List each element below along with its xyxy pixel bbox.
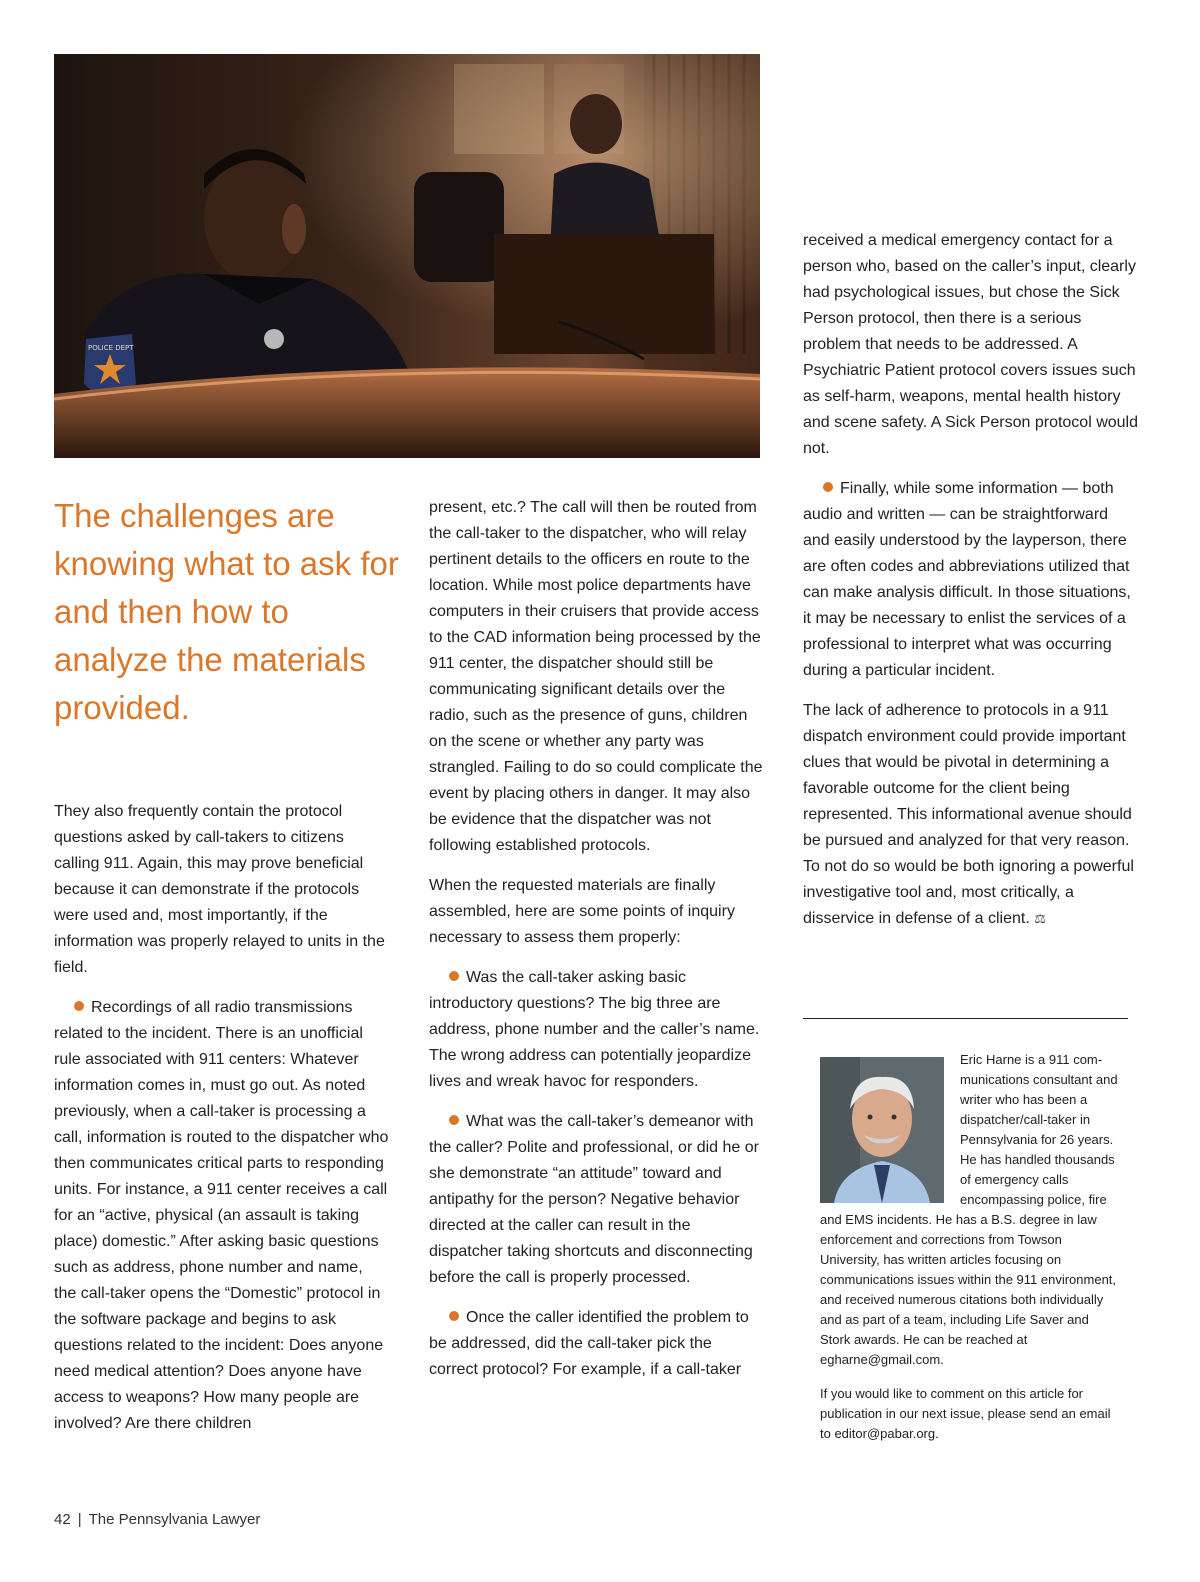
paragraph: The lack of adherence to protocols in a 911 dispatch environment could provide important clues that would be pivotal in determining a favorable outcome for the client being represented. This informational avenue should be pursued and analyzed for that very reason. To not do so would be both ignoring a powerful investigative tool and, most critically, a disservice in defense of a client. ⚖	[803, 702, 1134, 927]
bio-text: Eric Harne is a 911 communications consultant and writer who has been a dispatcher/call-taker in Pennsylvania for 26 years. He has handled thousands of emergency calls encompassing police, fire and EMS incidents. He has a B.S. degree in law enforcement and corrections from Towson University, has written articles focusing on communications issues within the 911 environment, and received numerous citations both individually and as part of a team, including Life Saver and Stork awards. He can be reached at egharne@gmail.com.	[820, 1052, 1118, 1367]
author-portrait	[820, 1057, 944, 1203]
hero-photo	[54, 54, 760, 458]
pull-quote: The challenges are knowing what to ask for and then how to analyze the materials provided.	[54, 497, 399, 726]
bullet-icon	[74, 1001, 84, 1011]
bullet-icon	[449, 1311, 459, 1321]
column-3	[803, 228, 1138, 932]
page-footer	[54, 1510, 260, 1530]
bullet-icon	[449, 1115, 459, 1125]
svg-text:POLICE DEPT: POLICE DEPT	[88, 344, 134, 352]
scales-of-justice-icon: ⚖	[1034, 911, 1046, 926]
bullet-paragraph: Finally, while some information — both audio and written — can be straightforward and easily understood by the layperson, there are often codes and abbreviations utilized that can make analysis difficult. In those situations, it may be necessary to enlist the services of a professional to interpret what was occurring during a particular incident.	[803, 480, 1131, 679]
column-2	[429, 495, 764, 1383]
column-1	[54, 799, 389, 1437]
comment-note: If you would like to comment on this article for publication in our next issue, please send an email to editor@pabar.org.	[820, 1386, 1111, 1441]
footer-separator: |	[77, 1511, 82, 1528]
bullet-paragraph: Once the caller identified the problem to be addressed, did the call-taker pick the correct protocol? For example, if a call-taker	[429, 1309, 749, 1378]
paragraph: They also frequently contain the protocol questions asked by call-takers to citizens calling 911. Again, this may prove beneficial because it can demonstrate if the protocols were used and, most importantly, if the information was properly relayed to units in the field.	[54, 803, 385, 976]
publication-name: The Pennsylvania Lawyer	[88, 1511, 261, 1528]
paragraph: present, etc.? The call will then be routed from the call-taker to the dispatcher, who will relay pertinent details to the officers en route to the location. While most police departments have computers in their cruisers that provide access to the CAD information being processed by the 911 center, the dispatcher should still be communicating significant details over the radio, such as the presence of guns, children on the scene or whether any party was strangled. Failing to do so could complicate the event by placing others in danger. It may also be evidence that the dispatcher was not following established protocols.	[429, 499, 763, 854]
bullet-paragraph: Was the call-taker asking basic introductory questions? The big three are address, phone number and the caller’s name. The wrong address can potentially jeopardize lives and wreak havoc for responders.	[429, 969, 760, 1090]
bullet-paragraph: Recordings of all radio transmissions related to the incident. There is an unofficial rule associated with 911 centers: Whatever information comes in, must go out. As noted previously, when a call-taker is processing a call, information is routed to the dispatcher who then communicates critical parts to responding units. For instance, a 911 center receives a call for an “active, physical (an assault is taking place) domestic.” After asking basic questions such as address, phone number and name, the call-taker opens the “Domestic” protocol in the software package and begins to ask questions related to the incident: Does anyone need medical attention? Does anyone have access to weapons? How many people are involved? Are there children	[54, 999, 389, 1432]
paragraph: When the requested materials are finally assembled, here are some points of inquiry necessary to assess them properly:	[429, 877, 735, 946]
bullet-paragraph: What was the call-taker’s demeanor with the caller? Polite and professional, or did he or she demonstrate “an attitude” toward and antipathy for the person? Negative behavior directed at the caller can result in the dispatcher taking shortcuts and disconnecting before the call is properly processed.	[429, 1113, 759, 1286]
author-bio	[820, 1050, 1120, 1458]
bullet-icon	[823, 482, 833, 492]
bullet-icon	[449, 971, 459, 981]
section-divider	[803, 1018, 1128, 1019]
page-number: 42	[54, 1511, 71, 1528]
paragraph: received a medical emergency contact for a person who, based on the caller’s input, clearly had psychological issues, but chose the Sick Person protocol, then there is a serious problem that needs to be addressed. A Psychiatric Patient protocol covers issues such as self-harm, weapons, mental health history and scene safety. A Sick Person protocol would not.	[803, 232, 1139, 457]
